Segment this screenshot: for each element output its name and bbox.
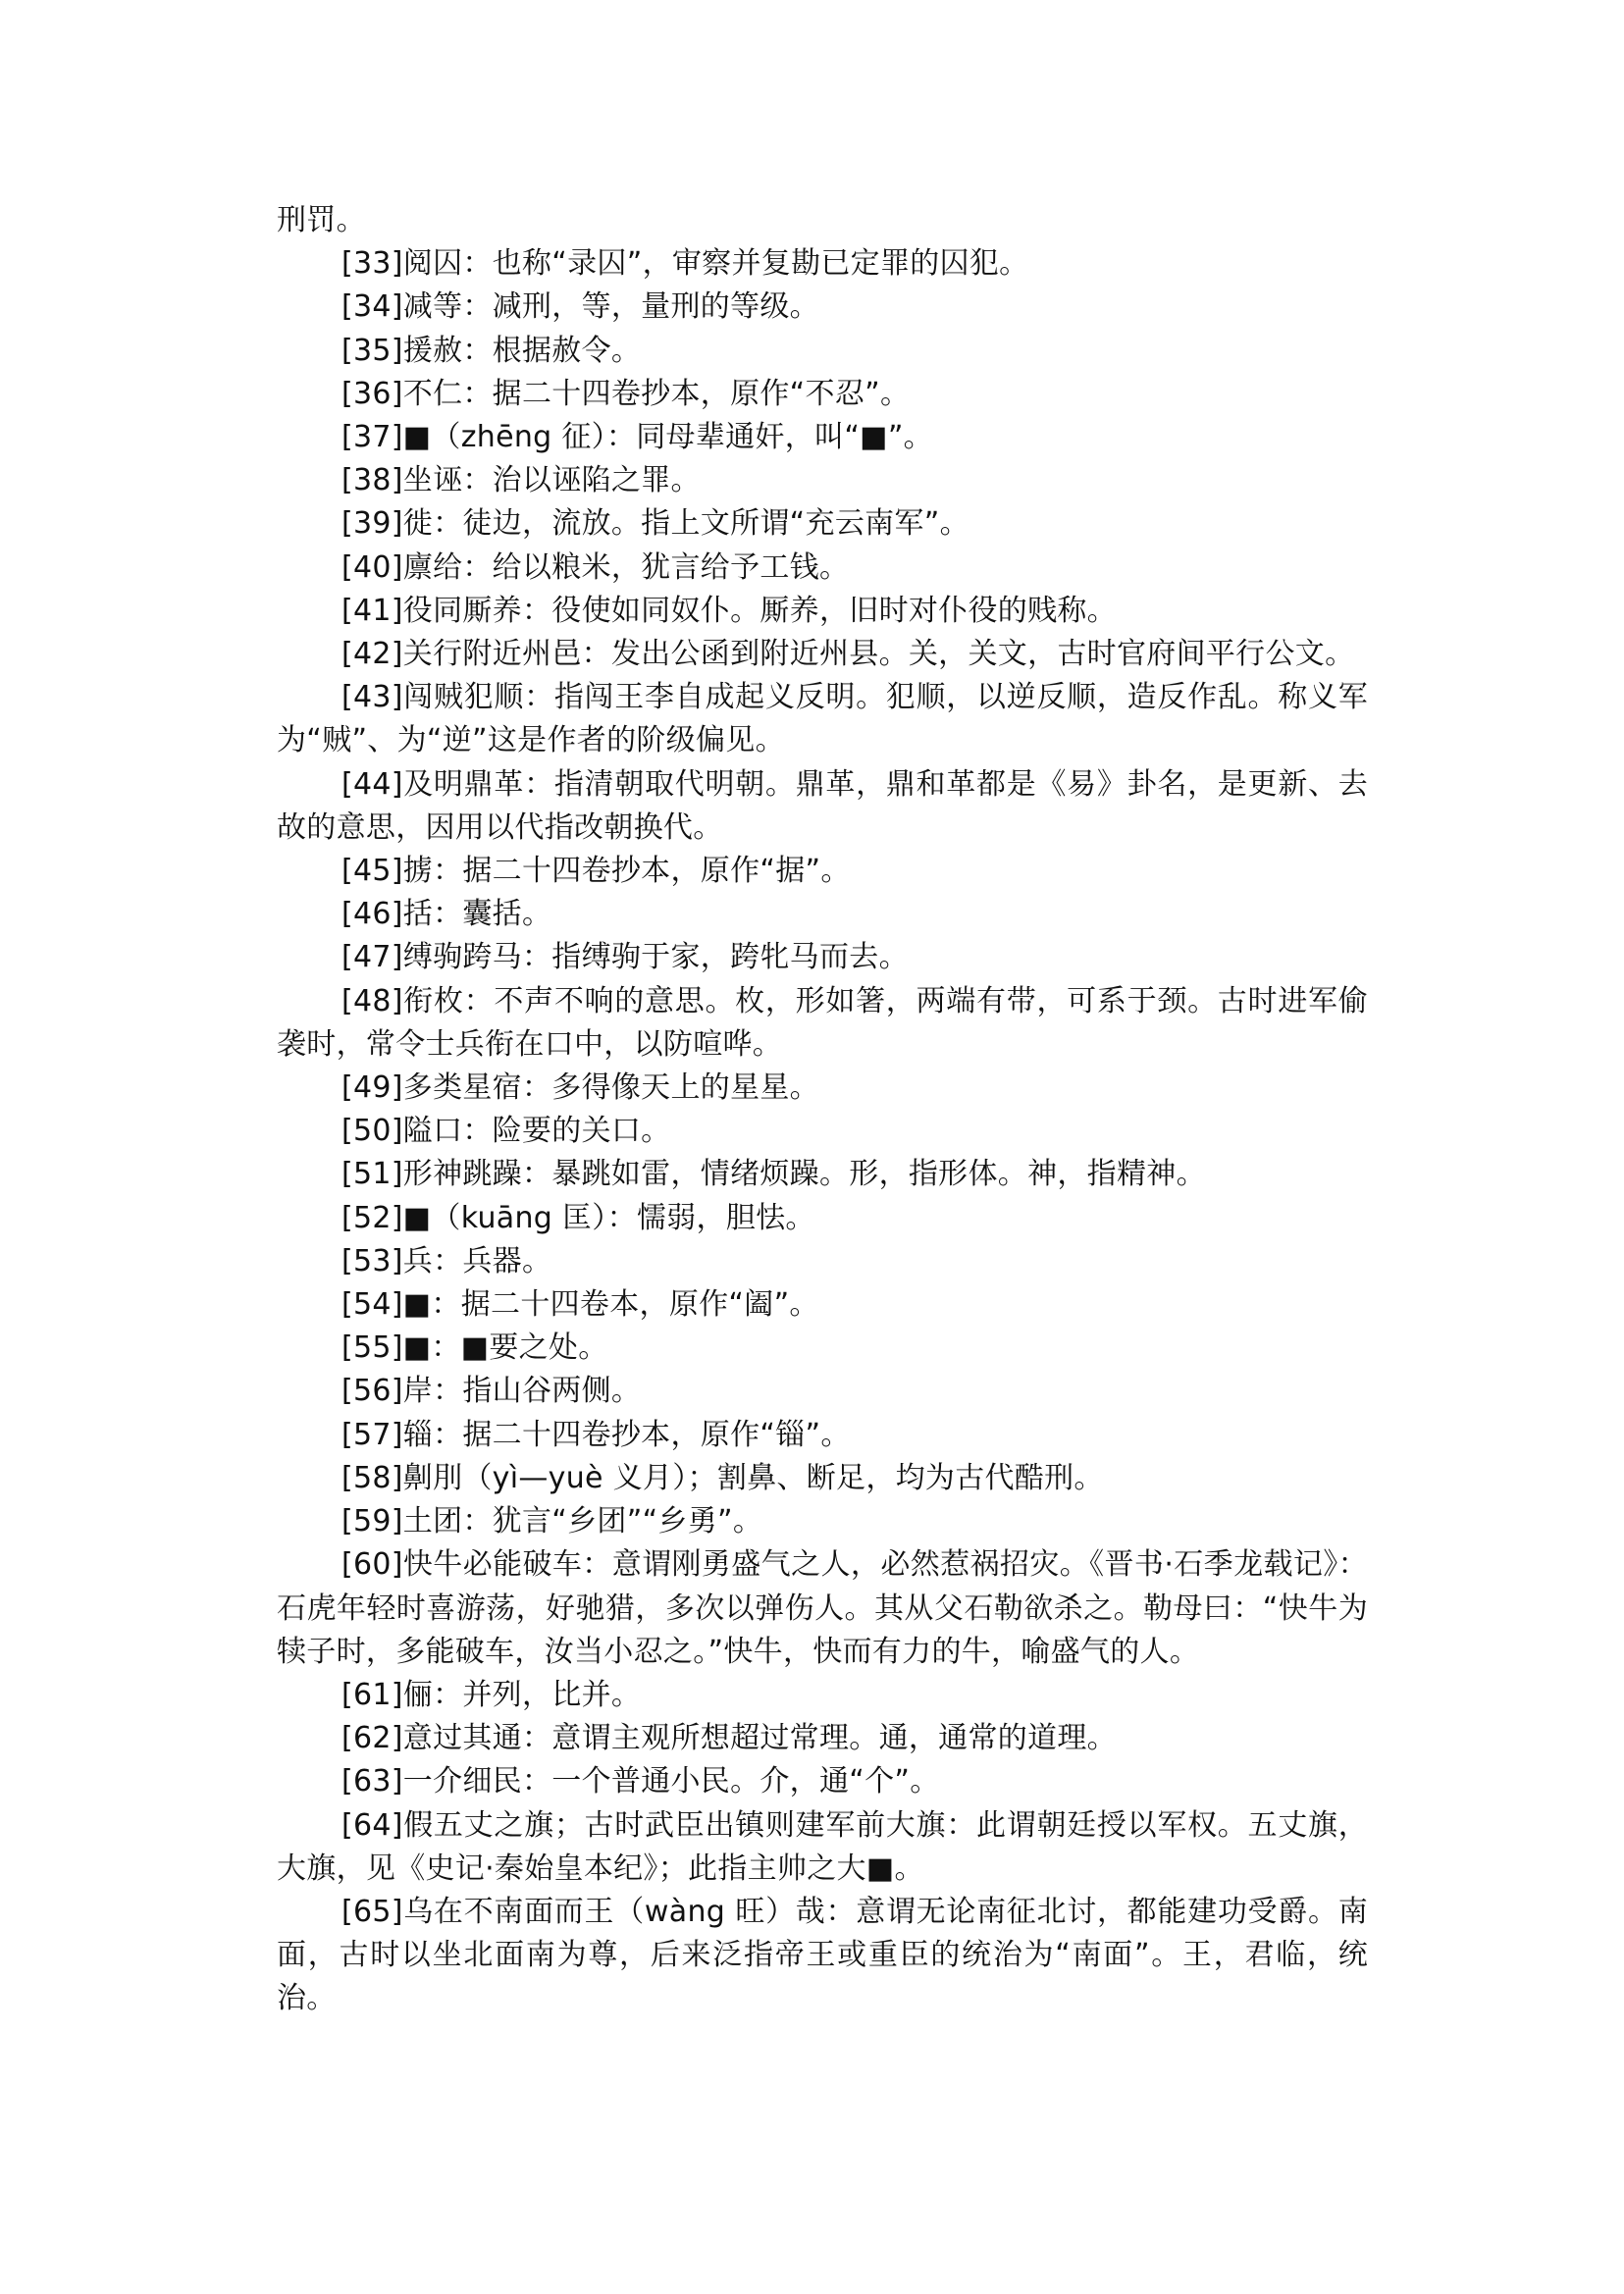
note-55 [277,1327,1368,1370]
note-58 [277,1457,1368,1500]
note-44 [277,763,1368,850]
note-text: [37]■（zhēng 征）：同母辈通奸，叫“■”。 [341,420,933,455]
note-text: [35]援赦：根据赦令。 [341,333,642,368]
note-38 [277,459,1368,502]
note-61 [277,1674,1368,1717]
note-text: [41]役同厮养：役使如同奴仆。厮养，旧时对仆役的贱称。 [341,593,1117,628]
note-49 [277,1067,1368,1110]
note-text: [49]多类星宿：多得像天上的星星。 [341,1070,819,1106]
note-text: [55]■：■要之处。 [341,1330,608,1366]
note-text: [58]劓刖（yì—yuè 义月）；割鼻、断足，均为古代酷刑。 [341,1460,1104,1495]
note-text: [36]不仁：据二十四卷抄本，原作“不忍”。 [341,376,911,411]
note-39 [277,502,1368,546]
note-text: [59]土团：犹言“乡团”“乡勇”。 [341,1504,763,1539]
note-text: [33]阅囚：也称“录囚”，审察并复勘已定罪的囚犯。 [341,246,1029,282]
note-59 [277,1500,1368,1543]
note-text: [46]括：囊括。 [341,897,552,932]
note-53 [277,1240,1368,1283]
note-text: [65]乌在不南面而王（wàng 旺）哉：意谓无论南征北讨，都能建功受爵。南面，古时以坐北面南为尊，后来泛指帝王或重臣的统治为“南面”。王，君临，统治。 [277,1894,1368,2016]
note-50 [277,1110,1368,1153]
continuation-paragraph [277,199,1368,242]
note-40 [277,547,1368,590]
note-text: [51]形神跳躁：暴跳如雷，情绪烦躁。形，指形体。神，指精神。 [341,1157,1206,1192]
note-text: [62]意过其通：意谓主观所想超过常理。通，通常的道理。 [341,1721,1117,1756]
note-text: [40]廪给：给以粮米，犹言给予工钱。 [341,549,850,585]
note-35 [277,330,1368,373]
note-62 [277,1717,1368,1760]
note-63 [277,1760,1368,1803]
note-34 [277,286,1368,329]
note-text: [47]缚驹跨马：指缚驹于家，跨牝马而去。 [341,940,909,975]
note-47 [277,936,1368,979]
note-text: [42]关行附近州邑：发出公函到附近州县。关，关文，古时官府间平行公文。 [341,637,1355,672]
note-text: [53]兵：兵器。 [341,1243,552,1278]
note-text: [38]坐诬：治以诬陷之罪。 [341,463,701,498]
note-51 [277,1153,1368,1196]
note-45 [277,850,1368,893]
note-36 [277,373,1368,416]
note-65 [277,1891,1368,2021]
note-48 [277,980,1368,1067]
document-page [277,199,1368,2021]
note-56 [277,1370,1368,1413]
note-64 [277,1804,1368,1891]
note-text: [48]衔枚：不声不响的意思。枚，形如箸，两端有带，可系于颈。古时进军偷袭时，常令士兵衔在口中，以防喧哗。 [277,983,1368,1062]
note-54 [277,1283,1368,1327]
note-43 [277,676,1368,762]
note-41 [277,590,1368,633]
note-text: [60]快牛必能破车：意谓刚勇盛气之人，必然惹祸招灾。《晋书·石季龙载记》：石虎年轻时喜游荡，好驰猎，多次以弹伤人。其从父石勒欲杀之。勒母曰：“快牛为犊子时，多能破车，汝当小忍之。”快牛，快而有力的牛，喻盛气的人。 [277,1547,1368,1669]
note-33 [277,242,1368,286]
note-42 [277,633,1368,676]
note-text: [39]徙：徒边，流放。指上文所谓“充云南军”。 [341,506,969,542]
note-text: [34]减等：减刑，等，量刑的等级。 [341,289,819,325]
note-text: [50]隘口：险要的关口。 [341,1114,671,1149]
note-57 [277,1414,1368,1457]
note-60 [277,1543,1368,1674]
note-text: [64]假五丈之旗；古时武臣出镇则建军前大旗：此谓朝廷授以军权。五丈旗，大旗，见《史记·秦始皇本纪》；此指主帅之大■。 [277,1807,1368,1886]
note-46 [277,893,1368,936]
note-text: [52]■（kuāng 匡）：懦弱，胆怯。 [341,1200,815,1235]
note-text: [61]俪：并列，比并。 [341,1677,642,1712]
note-52 [277,1197,1368,1240]
note-text: [45]掳：据二十四卷抄本，原作“据”。 [341,854,851,889]
note-37 [277,416,1368,459]
continuation-text: 刑罚。 [277,203,366,237]
note-text: [44]及明鼎革：指清朝取代明朝。鼎革，鼎和革都是《易》卦名，是更新、去故的意思，因用以代指改朝换代。 [277,766,1368,845]
note-text: [43]闯贼犯顺：指闯王李自成起义反明。犯顺，以逆反顺，造反作乱。称义军为“贼”、为“逆”这是作者的阶级偏见。 [277,680,1368,758]
note-text: [57]辎：据二十四卷抄本，原作“锱”。 [341,1417,851,1452]
note-text: [54]■：据二十四卷本，原作“阖”。 [341,1287,819,1323]
note-text: [63]一介细民：一个普通小民。介，通“个”。 [341,1764,940,1799]
note-text: [56]岸：指山谷两侧。 [341,1374,642,1409]
